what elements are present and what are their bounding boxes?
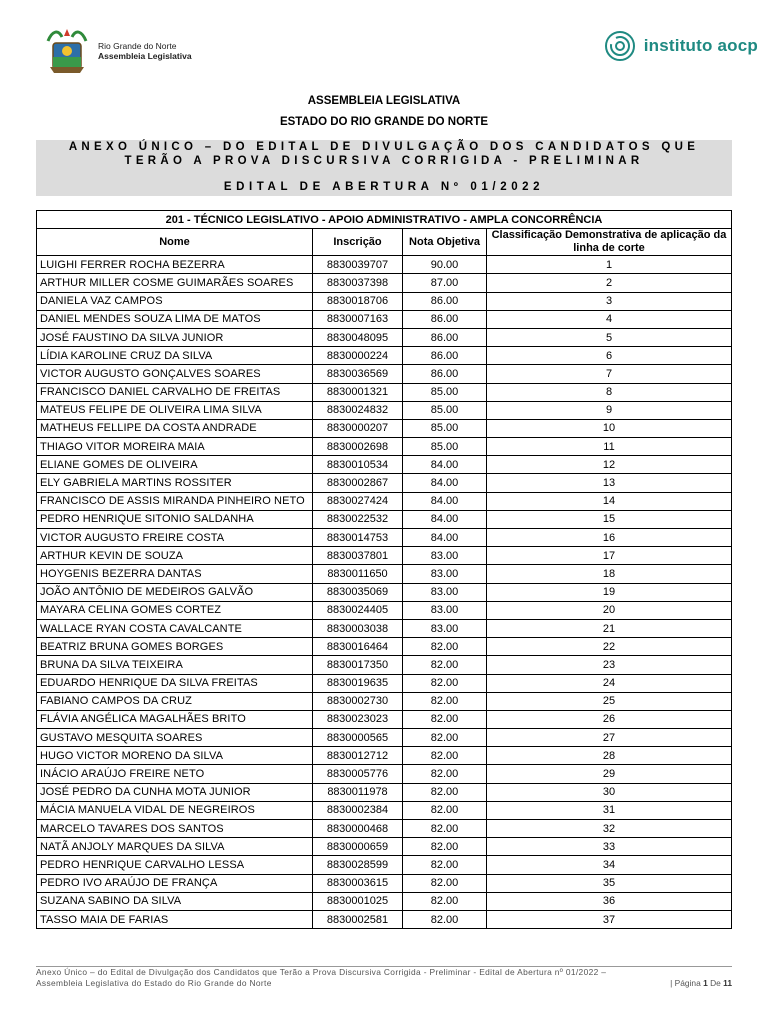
logo-line1: Rio Grande do Norte xyxy=(98,41,177,51)
cell-inscricao: 8830028599 xyxy=(313,856,403,874)
cell-classificacao: 31 xyxy=(487,801,732,819)
cell-inscricao: 8830037801 xyxy=(313,547,403,565)
cell-inscricao: 8830010534 xyxy=(313,456,403,474)
table-row xyxy=(37,674,732,692)
cell-classificacao: 10 xyxy=(487,419,732,437)
table-row xyxy=(37,801,732,819)
cell-classificacao: 21 xyxy=(487,619,732,637)
cell-classificacao: 25 xyxy=(487,692,732,710)
assembleia-logo-text xyxy=(98,41,192,61)
cell-nota: 82.00 xyxy=(403,801,487,819)
cell-classificacao: 36 xyxy=(487,892,732,910)
cell-nome: VICTOR AUGUSTO FREIRE COSTA xyxy=(37,529,313,547)
cell-classificacao: 15 xyxy=(487,510,732,528)
table-row xyxy=(37,765,732,783)
crest-icon xyxy=(44,27,90,75)
cell-classificacao: 18 xyxy=(487,565,732,583)
cell-nome: TASSO MAIA DE FARIAS xyxy=(37,910,313,928)
table-row xyxy=(37,310,732,328)
table-row xyxy=(37,438,732,456)
cell-inscricao: 8830016464 xyxy=(313,638,403,656)
cell-nota: 85.00 xyxy=(403,401,487,419)
cell-nota: 82.00 xyxy=(403,874,487,892)
cell-nota: 83.00 xyxy=(403,601,487,619)
table-row xyxy=(37,365,732,383)
table-row xyxy=(37,892,732,910)
cell-nome: FRANCISCO DANIEL CARVALHO DE FREITAS xyxy=(37,383,313,401)
cell-classificacao: 16 xyxy=(487,529,732,547)
table-row xyxy=(37,638,732,656)
cell-classificacao: 5 xyxy=(487,328,732,346)
cell-nome: MÁCIA MANUELA VIDAL DE NEGREIROS xyxy=(37,801,313,819)
cell-nome: ELY GABRIELA MARTINS ROSSITER xyxy=(37,474,313,492)
cell-inscricao: 8830002698 xyxy=(313,438,403,456)
cell-inscricao: 8830036569 xyxy=(313,365,403,383)
cell-nome: HOYGENIS BEZERRA DANTAS xyxy=(37,565,313,583)
cell-nota: 82.00 xyxy=(403,892,487,910)
table-row xyxy=(37,456,732,474)
cell-nota: 82.00 xyxy=(403,729,487,747)
cell-inscricao: 8830023023 xyxy=(313,710,403,728)
cell-inscricao: 8830017350 xyxy=(313,656,403,674)
header-classificacao: Classificação Demonstrativa de aplicação da linha de corte xyxy=(487,229,732,256)
cell-inscricao: 8830012712 xyxy=(313,747,403,765)
table-row xyxy=(37,565,732,583)
cell-nota: 85.00 xyxy=(403,419,487,437)
cell-nota: 82.00 xyxy=(403,656,487,674)
cell-classificacao: 34 xyxy=(487,856,732,874)
cell-nome: INÁCIO ARAÚJO FREIRE NETO xyxy=(37,765,313,783)
cell-classificacao: 33 xyxy=(487,838,732,856)
page-prefix: | Página xyxy=(670,978,701,988)
cell-classificacao: 2 xyxy=(487,274,732,292)
cell-nome: LUIGHI FERRER ROCHA BEZERRA xyxy=(37,256,313,274)
table-row xyxy=(37,747,732,765)
cell-classificacao: 22 xyxy=(487,638,732,656)
cell-classificacao: 17 xyxy=(487,547,732,565)
cell-nota: 84.00 xyxy=(403,492,487,510)
cell-nota: 83.00 xyxy=(403,565,487,583)
table-caption: 201 - TÉCNICO LEGISLATIVO - APOIO ADMINISTRATIVO - AMPLA CONCORRÊNCIA xyxy=(37,211,732,229)
table-row xyxy=(37,547,732,565)
cell-nota: 86.00 xyxy=(403,328,487,346)
table-row xyxy=(37,783,732,801)
cell-nome: BEATRIZ BRUNA GOMES BORGES xyxy=(37,638,313,656)
cell-nome: FLÁVIA ANGÉLICA MAGALHÃES BRITO xyxy=(37,710,313,728)
cell-nota: 82.00 xyxy=(403,838,487,856)
cell-inscricao: 8830037398 xyxy=(313,274,403,292)
table-row xyxy=(37,710,732,728)
cell-inscricao: 8830024405 xyxy=(313,601,403,619)
table-row xyxy=(37,292,732,310)
title-estado: ESTADO DO RIO GRANDE DO NORTE xyxy=(279,116,489,128)
header-nome: Nome xyxy=(37,229,313,256)
table-row xyxy=(37,492,732,510)
cell-nota: 82.00 xyxy=(403,747,487,765)
cell-nome: PEDRO HENRIQUE CARVALHO LESSA xyxy=(37,856,313,874)
annex-title-line2: TERÃO A PROVA DISCURSIVA CORRIGIDA - PRELIMINAR xyxy=(124,155,644,167)
cell-nota: 85.00 xyxy=(403,438,487,456)
cell-nome: MATHEUS FELLIPE DA COSTA ANDRADE xyxy=(37,419,313,437)
cell-inscricao: 8830022532 xyxy=(313,510,403,528)
cell-nome: ELIANE GOMES DE OLIVEIRA xyxy=(37,456,313,474)
cell-nome: DANIEL MENDES SOUZA LIMA DE MATOS xyxy=(37,310,313,328)
cell-inscricao: 8830019635 xyxy=(313,674,403,692)
cell-nota: 87.00 xyxy=(403,274,487,292)
cell-inscricao: 8830027424 xyxy=(313,492,403,510)
table-row xyxy=(37,347,732,365)
cell-classificacao: 28 xyxy=(487,747,732,765)
cell-nota: 86.00 xyxy=(403,365,487,383)
cell-nota: 82.00 xyxy=(403,710,487,728)
table-row xyxy=(37,274,732,292)
cell-nome: PEDRO HENRIQUE SITONIO SALDANHA xyxy=(37,510,313,528)
cell-nota: 82.00 xyxy=(403,820,487,838)
cell-classificacao: 37 xyxy=(487,910,732,928)
cell-nota: 82.00 xyxy=(403,910,487,928)
cell-nome: PEDRO IVO ARAÚJO DE FRANÇA xyxy=(37,874,313,892)
cell-classificacao: 14 xyxy=(487,492,732,510)
annex-title-line1: ANEXO ÚNICO – DO EDITAL DE DIVULGAÇÃO DOS CANDIDATOS QUE xyxy=(68,141,700,153)
page-total: 11 xyxy=(723,978,732,988)
table-row xyxy=(37,874,732,892)
cell-classificacao: 27 xyxy=(487,729,732,747)
cell-classificacao: 11 xyxy=(487,438,732,456)
cell-inscricao: 8830035069 xyxy=(313,583,403,601)
table-row xyxy=(37,529,732,547)
cell-nome: FABIANO CAMPOS DA CRUZ xyxy=(37,692,313,710)
table-row xyxy=(37,401,732,419)
cell-classificacao: 13 xyxy=(487,474,732,492)
cell-nome: MARCELO TAVARES DOS SANTOS xyxy=(37,820,313,838)
cell-inscricao: 8830000468 xyxy=(313,820,403,838)
edital-title: EDITAL DE ABERTURA Nº 01/2022 xyxy=(223,181,545,193)
footer-line2: Assembleia Legislativa do Estado do Rio Grande do Norte xyxy=(36,978,272,988)
cell-inscricao: 8830011650 xyxy=(313,565,403,583)
cell-nome: HUGO VICTOR MORENO DA SILVA xyxy=(37,747,313,765)
table-row xyxy=(37,601,732,619)
cell-nome: NATÃ ANJOLY MARQUES DA SILVA xyxy=(37,838,313,856)
page-current: 1 xyxy=(703,978,708,988)
cell-inscricao: 8830014753 xyxy=(313,529,403,547)
cell-inscricao: 8830001025 xyxy=(313,892,403,910)
cell-classificacao: 32 xyxy=(487,820,732,838)
cell-inscricao: 8830000565 xyxy=(313,729,403,747)
cell-inscricao: 8830024832 xyxy=(313,401,403,419)
cell-nome: GUSTAVO MESQUITA SOARES xyxy=(37,729,313,747)
header-nota-objetiva: Nota Objetiva xyxy=(403,229,487,256)
cell-nota: 86.00 xyxy=(403,347,487,365)
cell-classificacao: 4 xyxy=(487,310,732,328)
cell-nota: 84.00 xyxy=(403,456,487,474)
table-row xyxy=(37,328,732,346)
cell-inscricao: 8830002384 xyxy=(313,801,403,819)
cell-classificacao: 6 xyxy=(487,347,732,365)
cell-nota: 90.00 xyxy=(403,256,487,274)
cell-inscricao: 8830048095 xyxy=(313,328,403,346)
cell-classificacao: 26 xyxy=(487,710,732,728)
cell-nome: FRANCISCO DE ASSIS MIRANDA PINHEIRO NETO xyxy=(37,492,313,510)
table-row xyxy=(37,656,732,674)
cell-classificacao: 24 xyxy=(487,674,732,692)
cell-nome: MATEUS FELIPE DE OLIVEIRA LIMA SILVA xyxy=(37,401,313,419)
cell-nome: ARTHUR MILLER COSME GUIMARÃES SOARES xyxy=(37,274,313,292)
cell-inscricao: 8830002867 xyxy=(313,474,403,492)
table-row xyxy=(37,820,732,838)
cell-inscricao: 8830039707 xyxy=(313,256,403,274)
cell-classificacao: 7 xyxy=(487,365,732,383)
cell-classificacao: 20 xyxy=(487,601,732,619)
page-indicator xyxy=(670,978,732,988)
cell-inscricao: 8830011978 xyxy=(313,783,403,801)
table-row xyxy=(37,619,732,637)
cell-nome: EDUARDO HENRIQUE DA SILVA FREITAS xyxy=(37,674,313,692)
cell-classificacao: 35 xyxy=(487,874,732,892)
cell-classificacao: 29 xyxy=(487,765,732,783)
table-body xyxy=(37,256,732,929)
cell-nome: JOSÉ FAUSTINO DA SILVA JUNIOR xyxy=(37,328,313,346)
annex-title xyxy=(36,140,732,168)
cell-inscricao: 8830000659 xyxy=(313,838,403,856)
cell-nota: 82.00 xyxy=(403,638,487,656)
aocp-logo xyxy=(604,30,758,62)
cell-nome: DANIELA VAZ CAMPOS xyxy=(37,292,313,310)
cell-nota: 83.00 xyxy=(403,583,487,601)
cell-nome: THIAGO VITOR MOREIRA MAIA xyxy=(37,438,313,456)
cell-nome: SUZANA SABINO DA SILVA xyxy=(37,892,313,910)
cell-nome: JOÃO ANTÔNIO DE MEDEIROS GALVÃO xyxy=(37,583,313,601)
cell-nota: 85.00 xyxy=(403,383,487,401)
table-row xyxy=(37,910,732,928)
cell-classificacao: 12 xyxy=(487,456,732,474)
cell-inscricao: 8830000224 xyxy=(313,347,403,365)
page-of: De xyxy=(710,978,721,988)
logo-line2: Assembleia Legislativa xyxy=(98,51,192,61)
cell-nota: 86.00 xyxy=(403,310,487,328)
table-row xyxy=(37,692,732,710)
cell-classificacao: 30 xyxy=(487,783,732,801)
cell-nome: MAYARA CELINA GOMES CORTEZ xyxy=(37,601,313,619)
table-row xyxy=(37,583,732,601)
footer-text xyxy=(36,967,732,989)
cell-classificacao: 3 xyxy=(487,292,732,310)
cell-nome: WALLACE RYAN COSTA CAVALCANTE xyxy=(37,619,313,637)
aocp-logo-text: instituto aocp xyxy=(643,36,758,55)
cell-inscricao: 8830005776 xyxy=(313,765,403,783)
cell-nota: 84.00 xyxy=(403,529,487,547)
header-inscricao: Inscrição xyxy=(313,229,403,256)
table-row xyxy=(37,729,732,747)
results-table xyxy=(36,210,732,929)
cell-nota: 82.00 xyxy=(403,783,487,801)
footer-line1: Anexo Único – do Edital de Divulgação dos Candidatos que Terão a Prova Discursiva Corrigida - Preliminar - Edital de Abertura nº 01/2022 – xyxy=(36,967,607,977)
cell-nome: LÍDIA KAROLINE CRUZ DA SILVA xyxy=(37,347,313,365)
table-row xyxy=(37,383,732,401)
title-assembleia: ASSEMBLEIA LEGISLATIVA xyxy=(307,95,461,107)
table-row xyxy=(37,838,732,856)
cell-nota: 82.00 xyxy=(403,692,487,710)
cell-inscricao: 8830000207 xyxy=(313,419,403,437)
cell-nome: ARTHUR KEVIN DE SOUZA xyxy=(37,547,313,565)
cell-inscricao: 8830003038 xyxy=(313,619,403,637)
table-row xyxy=(37,510,732,528)
assembleia-logo xyxy=(44,26,204,76)
cell-nome: JOSÉ PEDRO DA CUNHA MOTA JUNIOR xyxy=(37,783,313,801)
cell-inscricao: 8830018706 xyxy=(313,292,403,310)
cell-nota: 82.00 xyxy=(403,856,487,874)
table-row xyxy=(37,474,732,492)
cell-classificacao: 1 xyxy=(487,256,732,274)
cell-nota: 82.00 xyxy=(403,674,487,692)
cell-classificacao: 19 xyxy=(487,583,732,601)
cell-inscricao: 8830007163 xyxy=(313,310,403,328)
cell-inscricao: 8830002581 xyxy=(313,910,403,928)
cell-nota: 84.00 xyxy=(403,510,487,528)
cell-inscricao: 8830002730 xyxy=(313,692,403,710)
table-row xyxy=(37,419,732,437)
cell-nota: 84.00 xyxy=(403,474,487,492)
cell-nome: BRUNA DA SILVA TEIXEIRA xyxy=(37,656,313,674)
cell-nota: 83.00 xyxy=(403,619,487,637)
cell-nota: 86.00 xyxy=(403,292,487,310)
cell-nota: 83.00 xyxy=(403,547,487,565)
cell-nome: VICTOR AUGUSTO GONÇALVES SOARES xyxy=(37,365,313,383)
table-row xyxy=(37,856,732,874)
cell-nota: 82.00 xyxy=(403,765,487,783)
cell-classificacao: 23 xyxy=(487,656,732,674)
aocp-fingerprint-icon xyxy=(604,30,636,62)
cell-classificacao: 9 xyxy=(487,401,732,419)
cell-inscricao: 8830003615 xyxy=(313,874,403,892)
cell-classificacao: 8 xyxy=(487,383,732,401)
cell-inscricao: 8830001321 xyxy=(313,383,403,401)
table-row xyxy=(37,256,732,274)
